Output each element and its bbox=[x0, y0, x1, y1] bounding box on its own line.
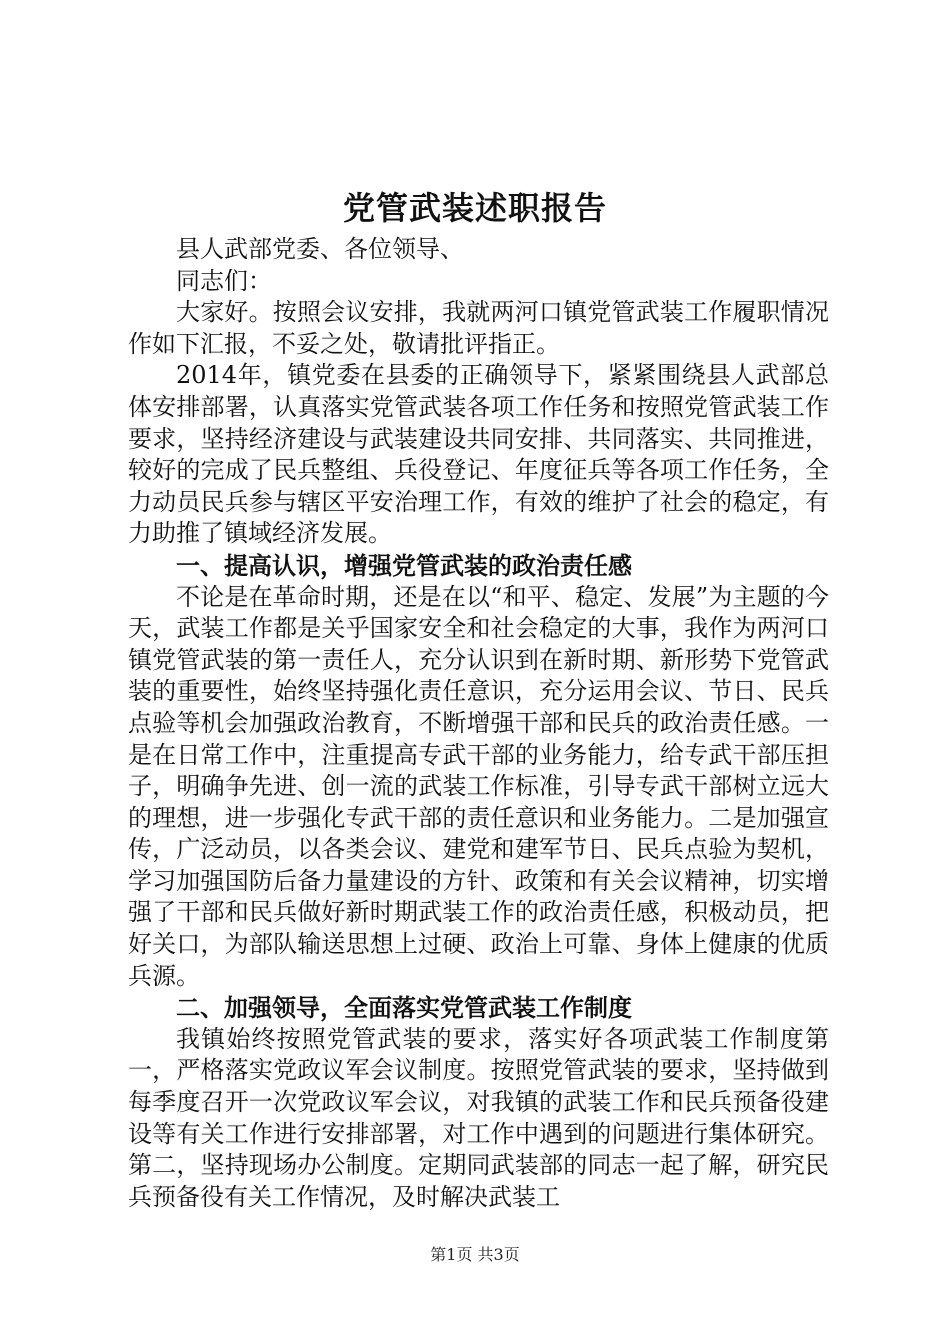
page-footer: 第1页 共3页 bbox=[430, 1245, 520, 1264]
section-heading-1: 一、提高认识，增强党管武装的政治责任感 bbox=[176, 550, 632, 580]
salutation-line-2: 同志们： bbox=[176, 266, 272, 295]
body-paragraph: 不论是在革命时期，还是在以“和平、稳定、发展”为主题的今天，武装工作都是关乎国家安全和社会稳定的大事，我作为两河口镇党管武装的第一责任人，充分认识到在新时期、新形势下党管武装的重要性，始终坚持强化责任意识，充分运用会议、节日、民兵点验等机会加强政治教育，不断增强干部和民兵的政治责任感。一是在日常工作中，注重提高专武干部的业务能力，给专武干部压担子，明确争先进、创一流的武装工作标准，引导专武干部树立远大的理想，进一步强化专武干部的责任意识和业务能力。二是加强宣传，广泛动员，以各类会议、建党和建军节日、民兵点验为契机，学习加强国防后备力量建设的方针、政策和有关会议精神，切实增强了干部和民兵做好新时期武装工作的政治责任感，积极动员，把好关口，为部队输送思想上过硬、政治上可靠、身体上健康的优质兵源。 bbox=[128, 582, 829, 990]
body-paragraph: 大家好。按照会议安排，我就两河口镇党管武装工作履职情况作如下汇报，不妥之处，敬请批评指正。 bbox=[128, 298, 829, 358]
document-body bbox=[128, 234, 829, 1213]
body-paragraph: 我镇始终按照党管武装的要求，落实好各项武装工作制度第一，严格落实党政议军会议制度。按照党管武装的要求，坚持做到每季度召开一次党政议军会议，对我镇的武装工作和民兵预备役建设等有关工作进行安排部署，对工作中遇到的问题进行集体研究。第二，坚持现场办公制度。定期同武装部的同志一起了解，研究民兵预备役有关工作情况，及时解决武装工 bbox=[128, 1024, 829, 1211]
body-paragraph: 2014年，镇党委在县委的正确领导下，紧紧围绕县人武部总体安排部署，认真落实党管武装各项工作任务和按照党管武装工作要求，坚持经济建设与武装建设共同安排、共同落实、共同推进，较好的完成了民兵整组、兵役登记、年度征兵等各项工作任务，全力动员民兵参与辖区平安治理工作，有效的维护了社会的稳定，有力助推了镇域经济发展。 bbox=[128, 361, 829, 548]
salutation-line-1: 县人武部党委、各位领导、 bbox=[176, 235, 464, 263]
section-heading-2: 二、加强领导，全面落实党管武装工作制度 bbox=[176, 993, 632, 1023]
page-title: 党管武装述职报告 bbox=[342, 189, 607, 227]
